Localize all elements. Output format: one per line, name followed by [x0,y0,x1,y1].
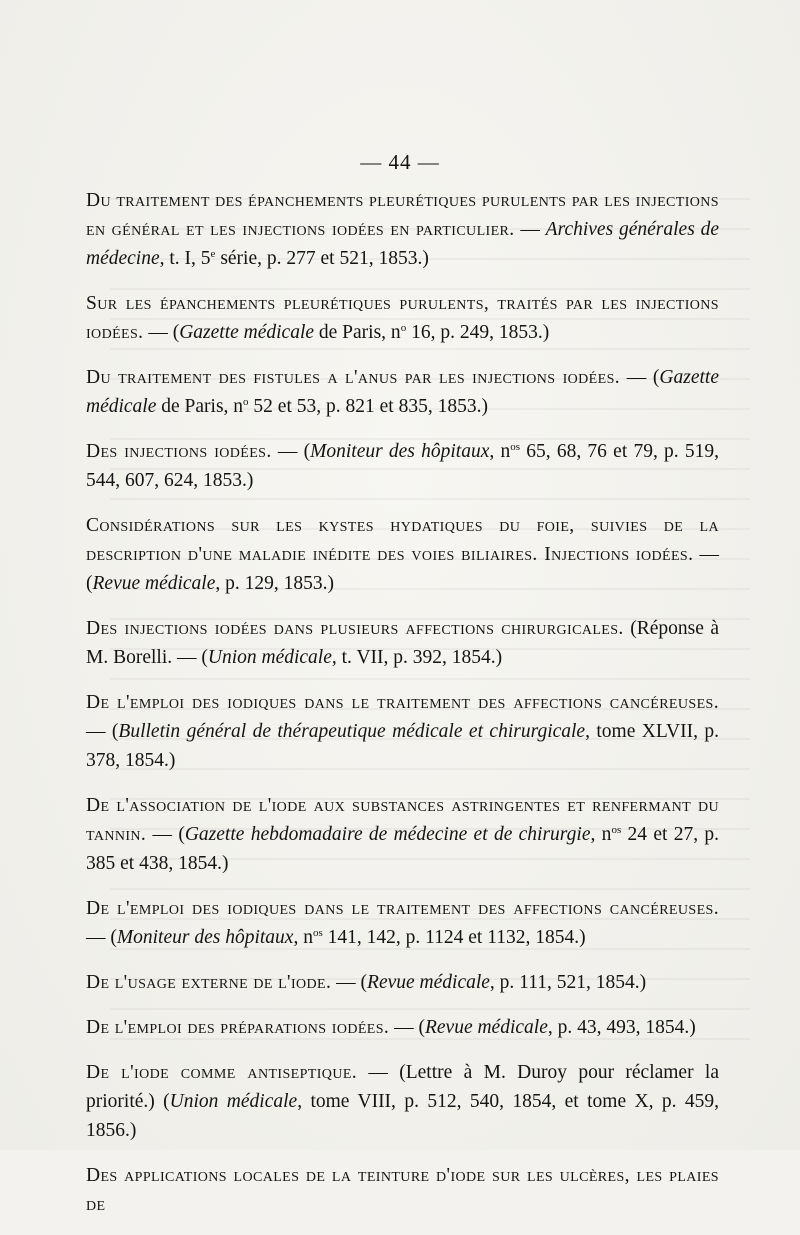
entry-title: Des applications locales de la teinture d'iode sur les ulcères, les plaies de [86,1165,719,1215]
entry-details: , tome XLVII, p. 378, 1854.) [86,721,719,771]
bibliography-entry [86,688,719,775]
entry-title: Du traitement des fistules a l'anus par les injections iodées. [86,367,621,388]
entry-connector: — ( [389,1017,425,1038]
bibliography-list [86,186,719,1235]
bibliography-entry [86,289,719,347]
entry-details-continued: 16, p. 249, 1853.) [406,322,550,343]
entry-title: Des injections iodées dans plusieurs affections chirurgicales. [86,618,624,639]
entry-details: , p. 43, 493, 1854.) [547,1017,696,1038]
entry-publication: Bulletin général de thérapeutique médicale et chirurgicale [118,721,586,742]
entry-superscript: os [312,927,323,939]
bibliography-entry [86,363,719,421]
entry-superscript: o [243,396,249,408]
entry-details: , tome VIII, p. 512, 540, 1854, et tome X, p. 459, 1856.) [86,1091,719,1141]
entry-publication: Revue médicale [424,1017,548,1038]
entry-connector: (Réponse à M. Borelli. — ( [86,618,719,668]
entry-details: , t. VII, p. 392, 1854.) [331,647,503,668]
entry-publication: Gazette hebdomadaire de médecine et de chirurgie [184,824,591,845]
entry-title: De l'emploi des iodiques dans le traitement des affections cancéreuses. [86,898,719,919]
entry-publication: Gazette médicale [179,322,315,343]
entry-details-continued: 65, 68, 76 et 79, p. 519, 544, 607, 624, 1853.) [86,441,720,491]
entry-superscript: os [611,824,622,836]
entry-publication: Revue médicale [367,972,490,993]
bibliography-entry [86,437,719,495]
entry-details: , n [489,441,511,462]
bibliography-entry [86,894,719,952]
entry-title: Du traitement des épanchements pleurétiques purulents par les injections en général et les injections iodées en particulier. [86,190,719,240]
entry-title: De l'emploi des iodiques dans le traitement des affections cancéreuses. [86,692,719,713]
entry-title: Considérations sur les kystes hydatiques du foie, suivies de la description d'une maladie inédite des voies biliaires. Injections iodées. [86,515,719,565]
entry-details-continued: 24 et 27, p. 385 et 438, 1854.) [86,824,720,874]
entry-details-continued: 141, 142, p. 1124 et 1132, 1854.) [322,927,586,948]
entry-connector: — ( [620,367,660,388]
entry-details: , p. 111, 521, 1854.) [489,972,647,993]
entry-title: De l'emploi des préparations iodées. [86,1017,390,1038]
entry-details: , n [293,927,313,948]
bibliography-entry [86,614,719,672]
entry-connector: — ( [271,441,311,462]
page-number: — 44 — [360,150,440,174]
entry-details: , n [590,824,612,845]
entry-title: Sur les épanchements pleurétiques purulents, traités par les injections iodées. [86,293,719,343]
entry-details: de Paris, n [314,322,401,343]
entry-details-continued: série, p. 277 et 521, 1853.) [215,248,429,269]
entry-connector: — ( [331,972,368,993]
entry-connector: — ( [86,927,117,948]
entry-publication: Union médicale [207,647,332,668]
entry-title: De l'iode comme antiseptique. [86,1062,358,1083]
entry-superscript: os [510,441,521,453]
bibliography-entry [86,511,719,598]
entry-connector: — ( [146,824,185,845]
entry-connector: — ( [86,721,119,742]
bibliography-entry [86,1161,719,1219]
bibliography-entry [86,1013,719,1042]
bibliography-entry [86,968,719,997]
entry-details-continued: 52 et 53, p. 821 et 835, 1853.) [248,396,488,417]
entry-connector: — ( [143,322,180,343]
entry-publication: Revue médicale [92,573,216,594]
entry-superscript: e [210,248,216,260]
entry-publication: Archives générales de médecine [86,219,719,269]
entry-connector: — ( [86,544,719,594]
entry-details: , p. 129, 1853.) [215,573,335,594]
entry-details: de Paris, n [156,396,244,417]
entry-connector: — [514,219,546,240]
entry-title: De l'association de l'iode aux substances astringentes et renfermant du tannin. [86,795,719,845]
entry-title: Des injections iodées. [86,441,272,462]
bibliography-entry [86,186,719,273]
entry-publication: Moniteur des hôpitaux [310,441,490,462]
entry-title: De l'usage externe de l'iode. [86,972,332,993]
entry-publication: Moniteur des hôpitaux [116,927,294,948]
bibliography-entry [86,791,719,878]
entry-publication: Union médicale [169,1091,298,1112]
entry-superscript: o [400,322,407,334]
bibliography-entry [86,1058,719,1145]
entry-connector: — (Lettre à M. Duroy pour réclamer la priorité.) ( [86,1062,719,1112]
entry-publication: Gazette médicale [86,367,719,417]
entry-details: , t. I, 5 [159,248,211,269]
